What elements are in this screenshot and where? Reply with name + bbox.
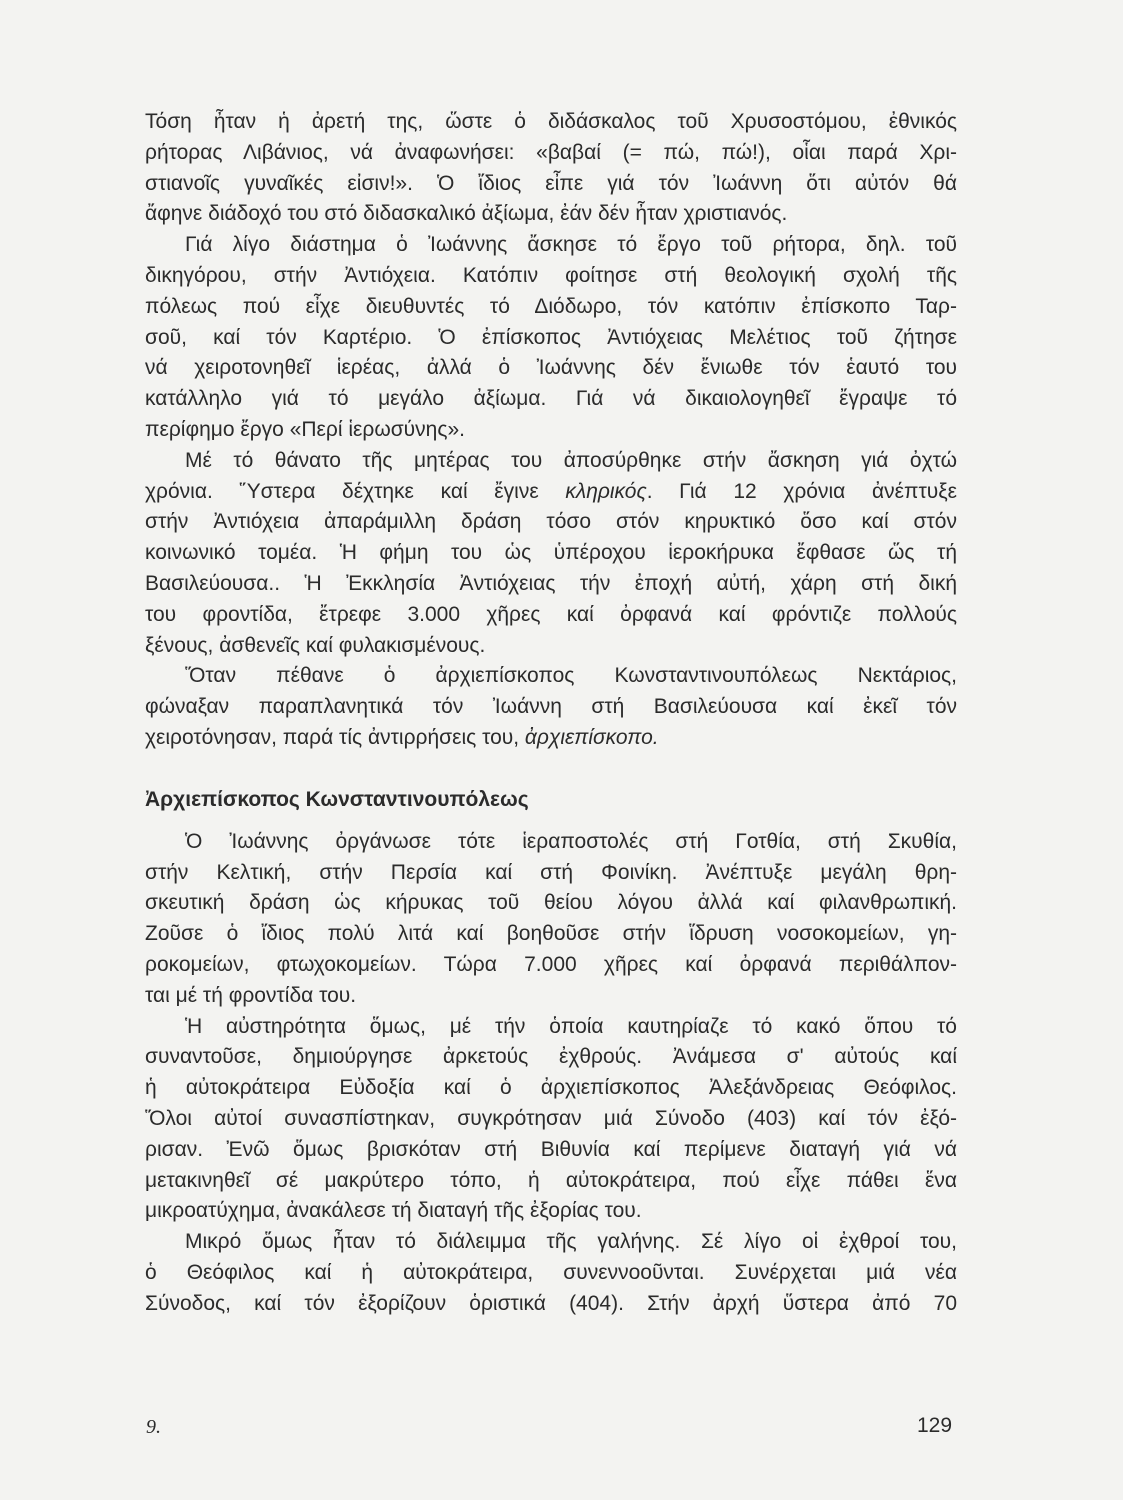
text-span: Βασιλεύουσα.. Ἡ Ἐκκλησία Ἀντιόχειας τήν ἐποχή αὐτή, χάρη στή δική [145, 571, 957, 595]
paragraph [145, 446, 957, 662]
text-line [145, 446, 957, 477]
text-span: Τόση ἦταν ἡ ἀρετή της, ὥστε ὁ διδάσκαλος τοῦ Χρυσοστόμου, ἐθνικός [145, 110, 957, 133]
text-line [145, 199, 957, 230]
text-span: ἡ αὐτοκράτειρα Εὐδοξία καί ὁ ἀρχιεπίσκοπος Ἀλεξάνδρειας Θεόφιλος. [145, 1076, 957, 1100]
paragraph [145, 1227, 957, 1319]
text-span: . Γιά 12 χρόνια ἀνέπτυξε [646, 479, 957, 503]
text-span: Μικρό ὅμως ἦταν τό διάλειμμα τῆς γαλήνης. Σέ λίγο οἱ ἐχθροί του, [185, 1230, 957, 1254]
text-line [145, 692, 957, 723]
text-line [145, 415, 957, 446]
text-span: κοινωνικό τομέα. Ἡ φήμη του ὡς ὑπέροχου ἱεροκήρυκα ἔφθασε ὥς τή [145, 541, 957, 565]
text-line [145, 261, 957, 292]
paragraph [145, 1012, 957, 1228]
page-number: 129 [917, 1414, 953, 1437]
text-line [145, 1289, 957, 1320]
text-line [145, 292, 957, 323]
text-line [145, 631, 957, 662]
text-span: χειροτόνησαν, παρά τίς ἀντιρρήσεις του, [145, 725, 525, 749]
text-line [145, 950, 957, 981]
text-line [145, 538, 957, 569]
text-span: Γιά λίγο διάστημα ὁ Ἰωάννης ἄσκησε τό ἔργο τοῦ ρήτορα, δηλ. τοῦ [185, 233, 957, 257]
text-line [145, 919, 957, 950]
text-span: συναντοῦσε, δημιούργησε ἀρκετούς ἐχθρούς. Ἀνάμεσα σ' αὐτούς καί [145, 1045, 957, 1069]
section-heading: Ἀρχιεπίσκοπος Κωνσταντινουπόλεως [145, 787, 529, 811]
text-span: Σύνοδος, καί τόν ἐξορίζουν ὁριστικά (404). Στήν ἀρχή ὕστερα ἀπό 70 [145, 1291, 957, 1315]
text-span: στήν Ἀντιόχεια ἀπαράμιλλη δράση τόσο στόν κηρυκτικό ὅσο καί στόν [145, 510, 957, 534]
text-line [145, 1012, 957, 1043]
text-span: χρόνια. Ὕστερα δέχτηκε καί ἔγινε [145, 479, 566, 503]
text-line [145, 569, 957, 600]
text-line [145, 600, 957, 631]
text-line [145, 827, 957, 858]
text-span: στήν Κελτική, στήν Περσία καί στή Φοινίκη. Ἀνέπτυξε μεγάλη θρη- [145, 860, 957, 884]
text-span: του φροντίδα, ἔτρεφε 3.000 χῆρες καί ὀρφανά καί φρόντιζε πολλούς [145, 602, 957, 626]
text-line [145, 507, 957, 538]
text-line [145, 1073, 957, 1104]
paragraph [145, 107, 957, 230]
text-line [145, 1104, 957, 1135]
text-span: στιανοῖς γυναῖκές εἰσιν!». Ὁ ἴδιος εἶπε γιά τόν Ἰωάννη ὅτι αὐτόν θά [145, 171, 957, 195]
text-line [145, 1135, 957, 1166]
text-line [145, 723, 957, 754]
text-line [145, 1258, 957, 1289]
text-line [145, 230, 957, 261]
paragraph [145, 827, 957, 1012]
text-span: σοῦ, καί τόν Καρτέριο. Ὁ ἐπίσκοπος Ἀντιόχειας Μελέτιος τοῦ ζήτησε [145, 325, 957, 349]
text-line [145, 353, 957, 384]
text-span: Ὁ Ἰωάννης ὀργάνωσε τότε ἱεραποστολές στή Γοτθία, στή Σκυθία, [185, 829, 957, 853]
text-line [145, 1042, 957, 1073]
text-span: δικηγόρου, στήν Ἀντιόχεια. Κατόπιν φοίτησε στή θεολογική σχολή τῆς [145, 263, 957, 287]
text-span: Ὅλοι αὐτοί συνασπίστηκαν, συγκρότησαν μιά Σύνοδο (403) καί τόν ἐξό- [145, 1106, 957, 1130]
text-span: ροκομείων, φτωχοκομείων. Τώρα 7.000 χῆρες καί ὀρφανά περιθάλπον- [145, 952, 957, 976]
text-line [145, 107, 957, 138]
text-line [145, 1196, 957, 1227]
text-span: φώναξαν παραπλανητικά τόν Ἰωάννη στή Βασιλεύουσα καί ἐκεῖ τόν [145, 695, 957, 719]
text-span: νά χειροτονηθεῖ ἱερέας, ἀλλά ὁ Ἰωάννης δέν ἔνιωθε τόν ἑαυτό του [145, 356, 957, 380]
text-span: περίφημο ἔργο «Περί ἱερωσύνης». [145, 417, 465, 441]
text-line [145, 981, 957, 1012]
signature-mark: 9. [146, 1416, 161, 1438]
text-line [145, 1166, 957, 1197]
text-line [145, 477, 957, 508]
text-span: μετακινηθεῖ σέ μακρύτερο τόπο, ἡ αὐτοκράτειρα, πού εἶχε πάθει ἕνα [145, 1168, 957, 1192]
text-line [145, 888, 957, 919]
body-text [145, 107, 957, 1319]
paragraph [145, 230, 957, 446]
text-span: ξένους, ἀσθενεῖς καί φυλακισμένους. [145, 633, 486, 657]
text-span: ρήτορας Λιβάνιος, νά ἀναφωνήσει: «βαβαί (= πώ, πώ!), οἷαι παρά Χρι- [145, 140, 957, 164]
italic-term: κληρικός [565, 479, 647, 503]
text-line [145, 384, 957, 415]
text-span: Ἡ αὐστηρότητα ὅμως, μέ τήν ὁποία καυτηρίαζε τό κακό ὅπου τό [185, 1014, 957, 1038]
text-span: Ζοῦσε ὁ ἴδιος πολύ λιτά καί βοηθοῦσε στήν ἵδρυση νοσοκομείων, γη- [145, 922, 957, 946]
paragraph [145, 661, 957, 753]
italic-term: ἀρχιεπίσκοπο. [524, 725, 659, 749]
text-line [145, 1227, 957, 1258]
text-span: ρισαν. Ἐνῶ ὅμως βρισκόταν στή Βιθυνία καί περίμενε διαταγή γιά νά [145, 1137, 957, 1161]
text-line [145, 858, 957, 889]
text-span: Μέ τό θάνατο τῆς μητέρας του ἀποσύρθηκε στήν ἄσκηση γιά ὀχτώ [185, 448, 957, 472]
text-span: μικροατύχημα, ἀνακάλεσε τή διαταγή τῆς ἐξορίας του. [145, 1199, 642, 1223]
text-span: ται μέ τή φροντίδα του. [145, 983, 357, 1007]
text-line [145, 661, 957, 692]
text-span: πόλεως πού εἶχε διευθυντές τό Διόδωρο, τόν κατόπιν ἐπίσκοπο Ταρ- [145, 294, 957, 318]
text-span: ἄφηνε διάδοχό του στό διδασκαλικό ἀξίωμα, ἐάν δέν ἦταν χριστιανός. [145, 202, 788, 226]
text-span: κατάλληλο γιά τό μεγάλο ἀξίωμα. Γιά νά δικαιολογηθεῖ ἔγραψε τό [145, 387, 957, 411]
text-span: Ὅταν πέθανε ὁ ἀρχιεπίσκοπος Κωνσταντινουπόλεως Νεκτάριος, [185, 664, 957, 688]
text-span: σκευτική δράση ὡς κήρυκας τοῦ θείου λόγου ἀλλά καί φιλανθρωπική. [145, 891, 957, 915]
text-line [145, 323, 957, 354]
text-line [145, 169, 957, 200]
text-span: ὁ Θεόφιλος καί ἡ αὐτοκράτειρα, συνεννοοῦνται. Συνέρχεται μιά νέα [145, 1260, 957, 1284]
text-line [145, 138, 957, 169]
